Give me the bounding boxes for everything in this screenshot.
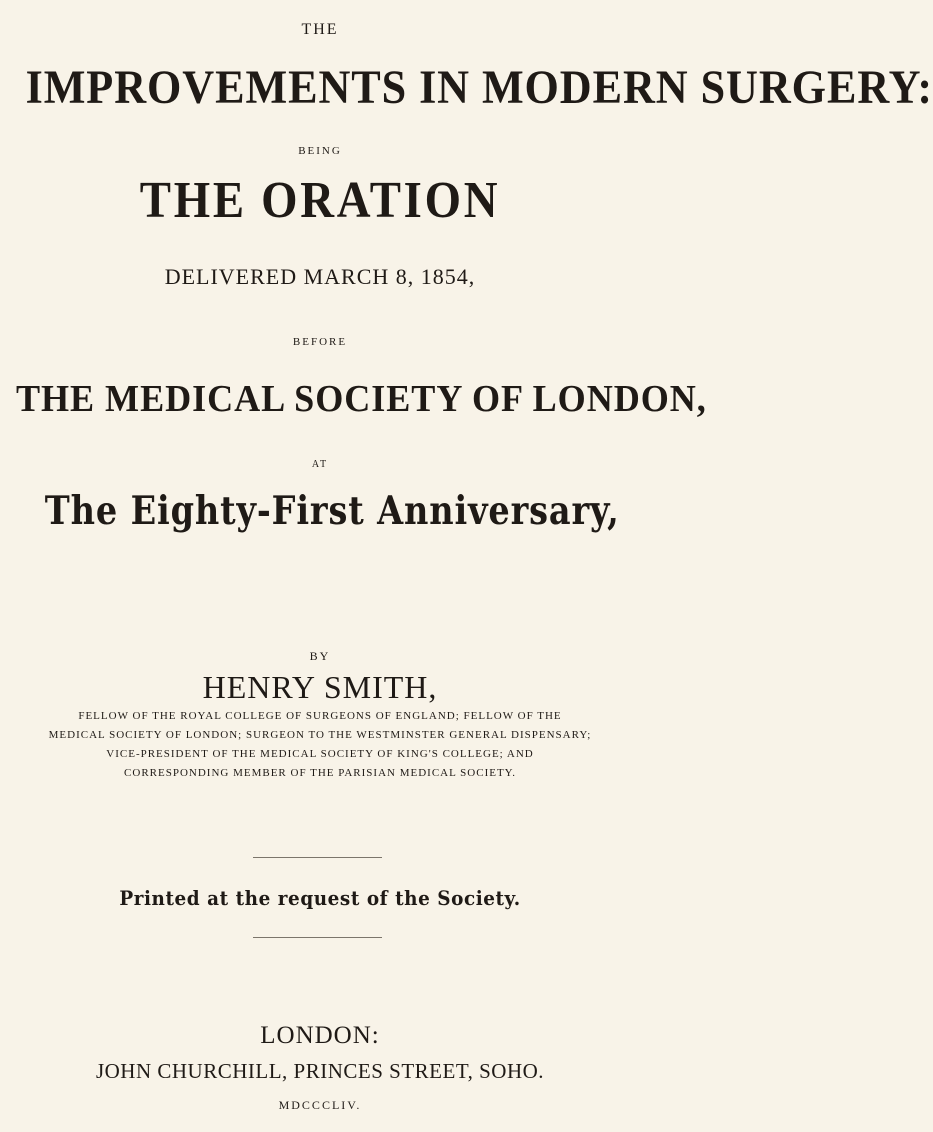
- at-label: AT: [311, 459, 329, 470]
- place-of-publication: LONDON:: [260, 1022, 380, 1049]
- by-label: BY: [309, 649, 331, 663]
- publisher-line: JOHN CHURCHILL, PRINCES STREET, SOHO.: [95, 1059, 545, 1083]
- before-label: BEFORE: [292, 336, 348, 348]
- book-title: IMPROVEMENTS IN MODERN SURGERY:: [25, 61, 933, 114]
- credential-line-3: VICE-PRESIDENT OF THE MEDICAL SOCIETY OF KING'S COLLEGE; AND: [106, 748, 534, 760]
- delivery-date: DELIVERED MARCH 8, 1854,: [164, 264, 476, 289]
- printed-note: Printed at the request of the Society.: [119, 886, 521, 910]
- being-label: BEING: [298, 145, 342, 157]
- credential-line-2: MEDICAL SOCIETY OF LONDON; SURGEON TO THE WESTMINSTER GENERAL DISPENSARY;: [48, 729, 592, 741]
- credential-line-4: CORRESPONDING MEMBER OF THE PARISIAN MEDICAL SOCIETY.: [124, 767, 516, 779]
- oration-heading: THE ORATION: [139, 172, 501, 229]
- anniversary-line: The Eighty-First Anniversary,: [44, 488, 620, 534]
- credential-line-1: FELLOW OF THE ROYAL COLLEGE OF SURGEONS OF ENGLAND; FELLOW OF THE: [78, 710, 562, 722]
- title-top: THE: [301, 21, 339, 38]
- top-divider: [253, 857, 382, 858]
- bottom-divider: [253, 937, 382, 938]
- publication-year: MDCCCLIV.: [278, 1098, 362, 1112]
- society-name: THE MEDICAL SOCIETY OF LONDON,: [16, 378, 707, 420]
- author-name: HENRY SMITH,: [202, 669, 438, 705]
